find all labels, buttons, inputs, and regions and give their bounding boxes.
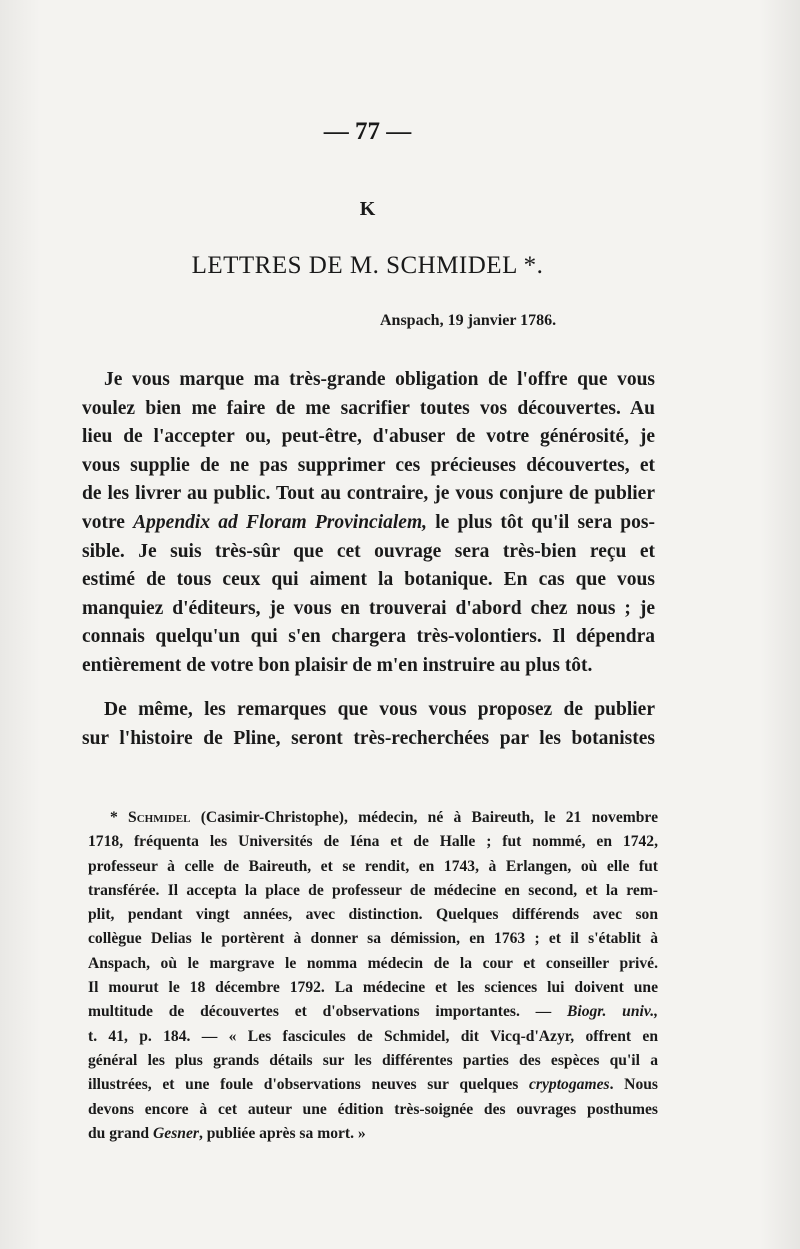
letter-paragraph-1 — [82, 366, 655, 681]
text-fragment: (Casimir-Christophe), médecin, né à Baireuth, le 21 novembre — [190, 809, 658, 826]
footnote-line: 1718, fréquenta les Universités de Iéna et de Halle ; fut nommé, en 1742, — [88, 833, 658, 851]
text-line: voulez bien me faire de me sacrifier toutes vos découvertes. Au — [82, 397, 655, 419]
text-line: sible. Je suis très-sûr que cet ouvrage sera très-bien reçu et — [82, 540, 655, 562]
text-line: De même, les remarques que vous vous proposez de publier — [104, 699, 655, 720]
footnote-line: général les plus grands détails sur les différentes parties des espèces qu'il a — [88, 1051, 658, 1069]
footnote-line: professeur à celle de Baireuth, et se rendit, en 1743, à Erlangen, où elle fut — [88, 857, 658, 875]
work-title: Appendix ad Floram Provincialem, — [133, 511, 427, 533]
italic-term: Gesner — [153, 1124, 199, 1142]
footnote-line: Anspach, où le margrave le nomma médecin de la cour et conseiller privé. — [88, 954, 658, 972]
text-fragment: du grand — [88, 1124, 154, 1142]
footnote-line: transférée. Il accepta la place de professeur de médecine en second, et la rem- — [88, 881, 658, 899]
text-fragment: votre — [82, 511, 134, 533]
text-line: vous supplie de ne pas supprimer ces précieuses découvertes, et — [82, 454, 655, 476]
text-fragment: . Nous — [609, 1076, 658, 1094]
text-line: Je vous marque ma très-grande obligation de l'offre que vous — [104, 369, 655, 390]
letter-dateline: Anspach, 19 janvier 1786. — [380, 312, 557, 329]
text-line: entièrement de votre bon plaisir de m'en instruire au plus tôt. — [82, 654, 593, 676]
footnote-line: collègue Delias le portèrent à donner sa démission, en 1763 ; et il s'établit à — [88, 930, 658, 948]
text-line — [82, 509, 655, 538]
footnote-name: Schmidel — [128, 809, 191, 826]
section-letter: K — [359, 198, 376, 220]
footnote-line: plit, pendant vingt années, avec distinction. Quelques différends avec son — [88, 906, 658, 924]
text-fragment: multitude de découvertes et d'observations importantes. — — [88, 1003, 567, 1021]
citation-title: Biogr. univ., — [566, 1003, 659, 1021]
text-line: de les livrer au public. Tout au contraire, je vous conjure de publier — [82, 483, 655, 505]
footnote-line — [88, 1073, 658, 1097]
text-line: estimé de tous ceux qui aiment la botanique. En cas que vous — [82, 569, 655, 591]
footnote-marker: * — [110, 809, 129, 826]
footnote-line — [88, 806, 658, 830]
footnote-line — [88, 1000, 658, 1024]
text-fragment: illustrées, et une foule d'observations neuves sur quelques — [88, 1076, 530, 1094]
footnote-line: devons encore à cet auteur une édition très-soignée des ouvrages posthumes — [88, 1100, 658, 1118]
page-title: LETTRES DE M. SCHMIDEL *. — [191, 252, 544, 279]
letter-paragraph-2 — [82, 696, 655, 753]
footnote-line: t. 41, p. 184. — « Les fascicules de Schmidel, dit Vicq-d'Azyr, offrent en — [88, 1027, 658, 1045]
italic-term: cryptogames — [529, 1076, 610, 1094]
text-fragment: le plus tôt qu'il sera pos- — [426, 511, 655, 533]
text-line: manquiez d'éditeurs, je vous en trouverai d'abord chez nous ; je — [82, 597, 655, 619]
text-fragment: , publiée après sa mort. » — [198, 1124, 366, 1142]
text-line: sur l'histoire de Pline, seront très-recherchées par les botanistes — [82, 727, 655, 749]
page-number: — 77 — — [323, 118, 412, 145]
footnote-line: Il mourut le 18 décembre 1792. La médecine et les sciences lui doivent une — [88, 979, 658, 997]
footnote — [88, 806, 658, 1146]
text-line: connais quelqu'un qui s'en chargera très-volontiers. Il dépendra — [82, 626, 655, 648]
footnote-line — [88, 1122, 658, 1146]
text-line: lieu de l'accepter ou, peut-être, d'abuser de votre générosité, je — [82, 426, 655, 448]
